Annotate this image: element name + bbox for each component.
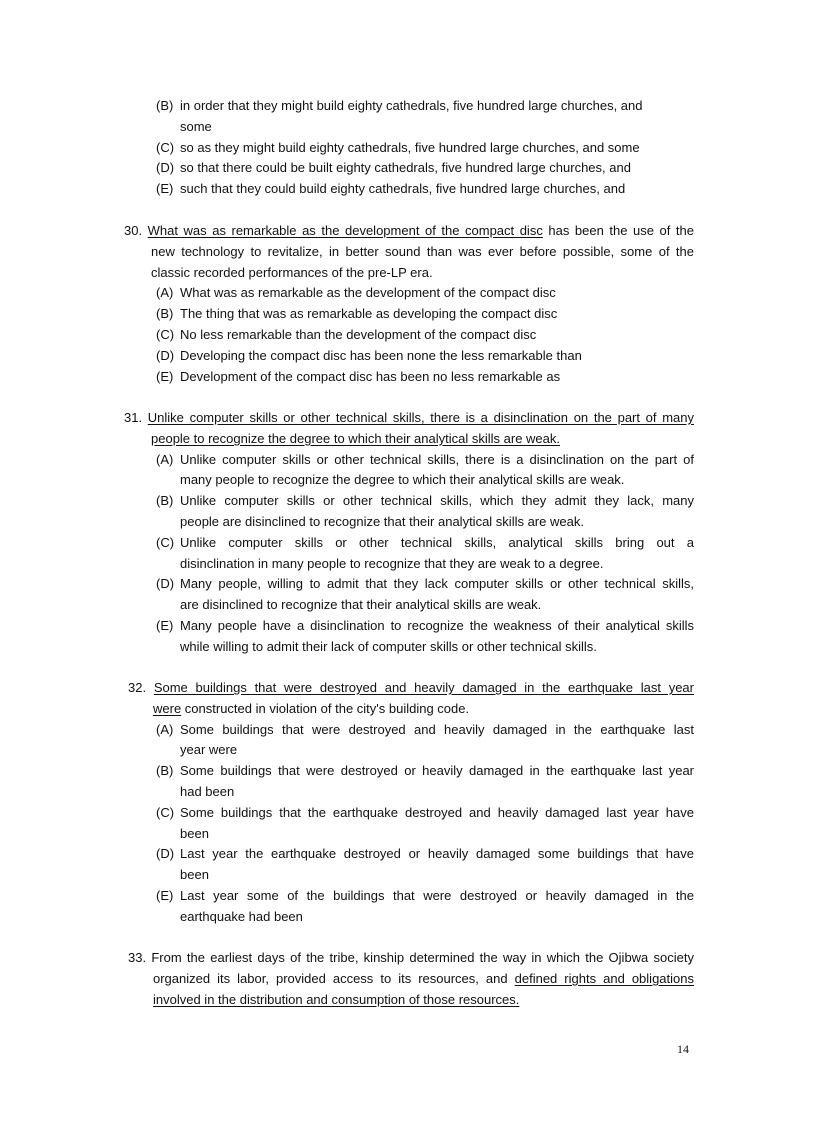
underlined-portion: involved in the distribution and consumption of those resources. (153, 991, 520, 1007)
underlined-portion: defined rights and obligations (514, 970, 694, 986)
underlined-portion: Some buildings that were destroyed and heavily damaged in the earthquake last year (153, 680, 694, 695)
answer-option-a[interactable]: (A) Some buildings that were destroyed and heavily damaged in the earthquake last year were (156, 721, 694, 758)
question-33 (128, 948, 694, 1010)
answer-option-b[interactable]: (B) Some buildings that were destroyed or heavily damaged in the earthquake last year had been (156, 763, 694, 799)
underlined-portion: people to recognize the degree to which their analytical skills are weak. (151, 430, 561, 446)
answer-option[interactable]: (C) so as they might build eighty cathedrals, five hundred large churches, and some (156, 139, 640, 155)
underlined-portion: were (153, 700, 182, 716)
question-32 (128, 678, 694, 928)
answer-option-c[interactable]: (C) Unlike computer skills or other technical skills, analytical skills bring out a disinclination in many people to recognize that they are weak to a degree. (156, 534, 694, 571)
answer-option[interactable]: (B) in order that they might build eighty cathedrals, five hundred large churches, and some (156, 98, 643, 134)
answer-option-c[interactable]: (C) Some buildings that the earthquake destroyed and heavily damaged last year have been (156, 804, 694, 841)
answer-option-a[interactable]: (A) What was as remarkable as the development of the compact disc (156, 285, 556, 301)
answer-option-d[interactable]: (D) Developing the compact disc has been none the less remarkable than (156, 347, 582, 363)
question-31 (124, 408, 694, 658)
answer-option-d[interactable]: (D) Last year the earthquake destroyed or heavily damaged some buildings that have been (156, 846, 694, 883)
answer-option-e[interactable]: (E) Last year some of the buildings that were destroyed or heavily damaged in the earthquake had been (156, 887, 694, 924)
question-number: 32. (128, 680, 147, 695)
question-stem: 30. What was as remarkable as the development of the compact disc has been the use of the new technology to revitalize, in better sound than was ever before possible, some of the classic recorded performances of the pre-LP era. (124, 223, 694, 280)
question-number: 30. (124, 223, 143, 238)
answer-option-b[interactable]: (B) Unlike computer skills or other technical skills, which they admit they lack, many people are disinclined to recognize that their analytical skills are weak. (156, 493, 694, 529)
question-stem: 33. From the earliest days of the tribe, kinship determined the way in which the Ojibwa society organized its labor, provided access to its resources, and defined rights and obligations involved in the distribution and consumption of those resources. (128, 950, 695, 1007)
question-30 (124, 221, 694, 387)
answer-option-e[interactable]: (E) Development of the compact disc has been no less remarkable as (156, 368, 561, 384)
page-number: 14 (677, 1042, 689, 1056)
question-stem (124, 408, 694, 450)
question-number: 33. (128, 950, 147, 965)
answer-option[interactable]: (D) so that there could be built eighty cathedrals, five hundred large churches, and (156, 160, 631, 176)
answer-option-b[interactable]: (B) The thing that was as remarkable as developing the compact disc (156, 306, 558, 322)
underlined-portion: Unlike computer skills or other technical skills, there is a disinclination on the part of many (147, 410, 694, 425)
question-stem: 32. Some buildings that were destroyed and heavily damaged in the earthquake last year were constructed in violation of the city's building code. (128, 680, 694, 716)
question-number: 31. (124, 410, 143, 425)
answer-option-d[interactable]: (D) Many people, willing to admit that they lack computer skills or other technical skills, are disinclined to recognize that their analytical skills are weak. (156, 576, 694, 613)
answer-option-e[interactable]: (E) Many people have a disinclination to recognize the weakness of their analytical skills while willing to admit their lack of computer skills or other technical skills. (156, 617, 694, 654)
answer-option-a[interactable]: (A) Unlike computer skills or other technical skills, there is a disinclination on the part of many people to recognize the degree to which their analytical skills are weak. (156, 451, 694, 488)
q29-options (124, 96, 694, 200)
answer-option-c[interactable]: (C) No less remarkable than the development of the compact disc (156, 326, 537, 342)
underlined-portion: What was as remarkable as the development of the compact disc (147, 223, 543, 238)
answer-option[interactable]: (E) such that they could build eighty cathedrals, five hundred large churches, and (156, 181, 626, 197)
